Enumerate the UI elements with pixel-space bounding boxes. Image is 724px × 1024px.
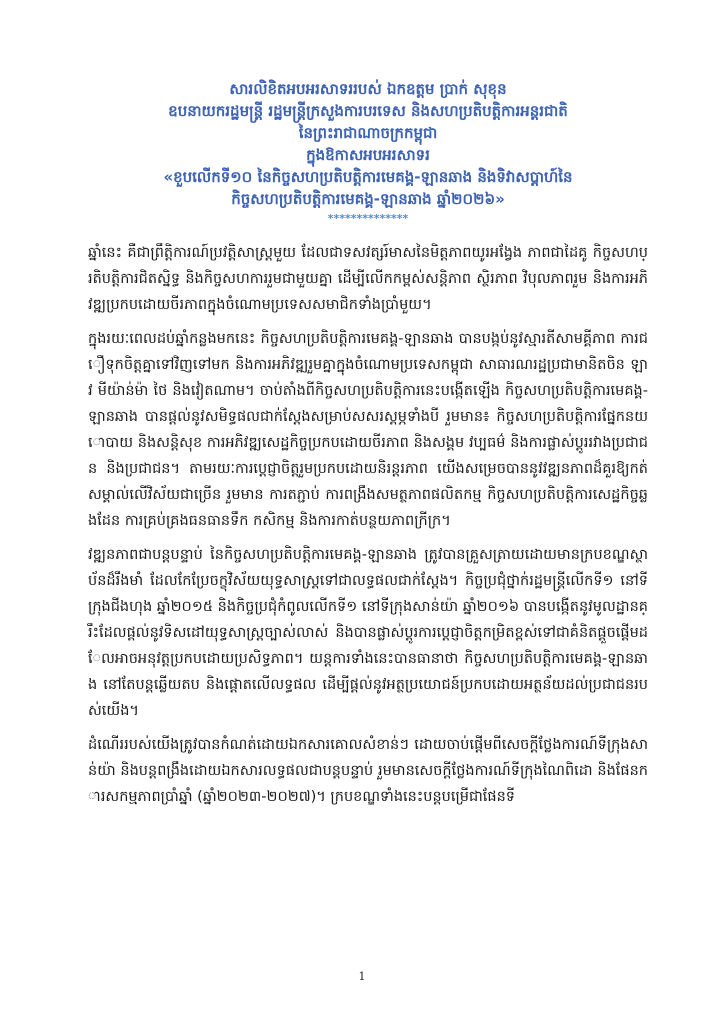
page-number: 1 (358, 970, 366, 983)
title-line: ឧបនាយករដ្ឋមន្ត្រី រដ្ឋមន្ត្រីក្រសួងការបរទេស និងសហប្រតិបត្តិការអន្តរជាតិ (168, 102, 568, 120)
title-line: ក្នុងឱកាសអបអរសាទរ (306, 146, 430, 164)
title-line: សារលិខិតអបអរសាទររបស់ ឯកឧត្តម ប្រាក់ សុខុន (229, 80, 507, 98)
title-separator: ************** (327, 212, 409, 225)
body-paragraph: ក្នុងរយៈពេលដប់ឆ្នាំកន្លងមកនេះ កិច្ចសហប្រតិបត្តិការមេគង្គ-ឡានឆាង បានបង្កប់នូវស្មារតីសាមគ្គីភាព ការជឿទុកចិត្តគ្នាទៅវិញទៅមក និងការអភិវឌ្ឍរួមគ្នាក្នុងចំណោមប្រទេសកម្ពុជា សាធារណរដ្ឋប្រជាមានិតចិន ឡាវ មីយ៉ាន់ម៉ា ថៃ និងវៀតណាម។ ចាប់តាំងពីកិច្ចសហប្រតិបត្តិការនេះបង្កើតឡើង កិច្ចសហប្រតិបត្តិការមេគង្គ-ឡានឆាង បានផ្តល់នូវសមិទ្ធផលជាក់ស្តែងសម្រាប់សសរស្តម្ភទាំងបី រួមមាន៖ កិច្ចសហប្រតិបត្តិការផ្នែកនយោបាយ និងសន្តិសុខ ការអភិវឌ្ឍសេដ្ឋកិច្ចប្រកបដោយចីរភាព និងសង្គម វប្បធម៌ និងការផ្លាស់ប្តូររវាងប្រជាជន និងប្រជាជន។ តាមរយៈការប្តេជ្ញាចិត្តរួមប្រកបដោយនិរន្តរភាព យើងសម្រេចបាននូវវឌ្ឍនភាពដ៏គួរឱ្យកត់សម្គាល់លើវិស័យជាច្រើន រួមមាន ការតភ្ជាប់ ការពង្រឹងសមត្ថភាពផលិតកម្ម កិច្ចសហប្រតិបត្តិការសេដ្ឋកិច្ចឆ្លងដែន ការគ្រប់គ្រងធនធានទឹក កសិកម្ម និងការកាត់បន្ថយភាពក្រីក្រ។ (88, 331, 648, 529)
body-paragraph: ដំណើររបស់យើងត្រូវបានកំណត់ដោយឯកសារគោលសំខាន់ៗ ដោយចាប់ផ្តើមពីសេចក្តីថ្លែងការណ៍ទីក្រុងសាន់យ៉ា និងបន្តពង្រឹងដោយឯកសារលទ្ធផលជាបន្តបន្ទាប់ រួមមានសេចក្តីថ្លែងការណ៍ទីក្រុងណៃពិដោ និងផែនការសកម្មភាពប្រាំឆ្នាំ (ឆ្នាំ២០២៣-២០២៧)។ ក្របខណ្ឌទាំងនេះបន្តបម្រើជាផែនទី (88, 737, 648, 805)
body-paragraph: វឌ្ឍនភាពជាបន្តបន្ទាប់ នៃកិច្ចសហប្រតិបត្តិការមេគង្គ-ឡានឆាង ត្រូវបានគ្រួសត្រាយដោយមានក្របខណ្ឌស្ថាប័នដ៏រឹងមាំ ដែលកែប្រែចក្ខុវិស័យយុទ្ធសាស្ត្រទៅជាលទ្ធផលជាក់ស្តែង។ កិច្ចប្រជុំថ្នាក់រដ្ឋមន្ត្រីលើកទី១ នៅទីក្រុងជីងហុង ឆ្នាំ២០១៥ និងកិច្ចប្រជុំកំពូលលើកទី១ នៅទីក្រុងសាន់យ៉ា ឆ្នាំ២០១៦ បានបង្កើតនូវមូលដ្ឋានគ្រឹះដែលផ្តល់នូវទិសដៅយុទ្ធសាស្ត្រច្បាស់លាស់ និងបានផ្លាស់ប្តូរការប្តេជ្ញាចិត្តកម្រិតខ្ពស់ទៅជាគំនិតផ្តួចផ្តើមដែលអាចអនុវត្តប្រកបដោយប្រសិទ្ធភាព។ យន្តការទាំងនេះបានធានាថា កិច្ចសហប្រតិបត្តិការមេគង្គ-ឡានឆាង នៅតែបន្តឆ្លើយតប និងផ្តោតលើលទ្ធផល ដើម្បីផ្តល់នូវអត្ថប្រយោជន៍ប្រកបដោយអត្ថន័យដល់ប្រជាជនរបស់យើង។ (88, 547, 648, 719)
letter-title (88, 78, 648, 226)
title-line: កិច្ចសហប្រតិបត្តិការមេគង្គ-ឡានឆាង ឆ្នាំ២០២៦» (231, 190, 505, 208)
title-line: នៃព្រះរាជាណាចក្រកម្ពុជា (298, 124, 438, 142)
title-line: «ខួបលើកទី១០ នៃកិច្ចសហប្រតិបត្តិការមេគង្គ-ឡានឆាង និងទិវាសប្តាហ៍នៃ (163, 168, 573, 186)
body-paragraph: ឆ្នាំនេះ គឺជាព្រឹត្តិការណ៍ប្រវត្តិសាស្ត្រមួយ ដែលជាទសវត្សរ៍មាសនៃមិត្តភាពយូរអង្វែង ភាពជាដៃគូ កិច្ចសហប្រតិបត្តិការជិតស្និទ្ធ និងកិច្ចសហការរួមជាមួយគ្នា ដើម្បីលើកកម្ពស់សន្តិភាព ស្ថិរភាព វិបុលភាពរួម និងការអភិវឌ្ឍប្រកបដោយចីរភាពក្នុងចំណោមប្រទេសសមាជិកទាំងប្រាំមួយ។ (88, 245, 648, 313)
